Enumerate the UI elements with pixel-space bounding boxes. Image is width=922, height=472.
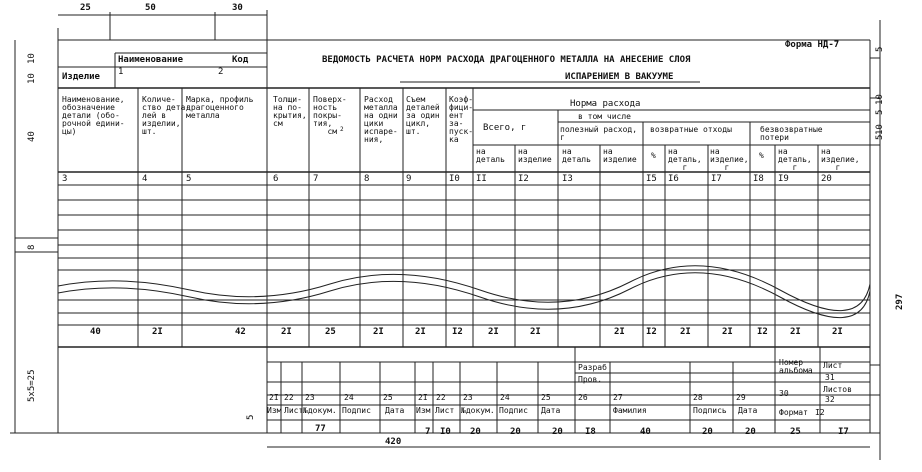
- dim-left-8: 8: [27, 244, 37, 250]
- width-dim: 2I: [415, 327, 426, 337]
- sub-per-item-total: на изделие: [518, 147, 552, 164]
- width-dim: 2I: [488, 327, 499, 337]
- form-label: Форма НД-7: [785, 40, 840, 50]
- col-num: 20: [821, 174, 832, 184]
- col-num: I3: [562, 174, 573, 184]
- stamp-num: 26: [578, 393, 588, 402]
- col-num: I2: [518, 174, 529, 184]
- col-num: I5: [646, 174, 657, 184]
- col-header-qty: Количе- ство дета- лей в изделии, шт.: [142, 95, 191, 136]
- dim-right-5c: 5: [875, 134, 885, 140]
- stamp-col-ndoc: №докум.: [303, 406, 337, 415]
- stamp-sheet: Лист: [823, 361, 843, 370]
- col-header-thickness: Толщи- на по- крытия, см: [273, 95, 307, 128]
- stamp-album: Номер альбома: [779, 358, 813, 375]
- width-dim: 25: [325, 327, 336, 337]
- width-dim: 2I: [281, 327, 292, 337]
- sub-per-item-useful: на изделие: [603, 147, 637, 164]
- total-width-dim: 420: [385, 437, 402, 447]
- stamp-col-sign3: Подпись: [693, 406, 727, 415]
- width-dim: I2: [646, 327, 657, 337]
- stamp-num: 2I: [418, 393, 428, 402]
- col-num: 6: [273, 174, 279, 184]
- col-header-norm: Норма расхода: [570, 99, 641, 109]
- dim-right-10a: 10: [875, 94, 885, 105]
- code-label: Код: [232, 55, 249, 65]
- bottom-dim: 40: [640, 427, 651, 437]
- bottom-dim: I8: [585, 427, 596, 437]
- bottom-dim: 20: [510, 427, 521, 437]
- width-dim: 42: [235, 327, 246, 337]
- bottom-dim: 77: [315, 424, 326, 434]
- stamp-col-izm: Изм: [267, 406, 282, 415]
- bottom-dim: 20: [470, 427, 481, 437]
- stamp-col-date3: Дата: [738, 406, 758, 415]
- stamp-col-ndoc2: №докум.: [461, 406, 495, 415]
- dim-left-10a: 10: [27, 53, 37, 64]
- col-header-including: в том числе: [578, 112, 631, 121]
- field-num-2: 2: [218, 67, 224, 77]
- sub-per-part-total: на деталь: [476, 147, 505, 164]
- width-dim: 2I: [373, 327, 384, 337]
- col-num: I9: [778, 174, 789, 184]
- stamp-col-sign2: Подпис: [499, 406, 528, 415]
- stamp-col-surname: Фамилия: [613, 406, 647, 415]
- stamp-num: 25: [383, 393, 393, 402]
- stamp-sheets: Листов: [823, 385, 852, 394]
- col-header-grade: Марка, профиль драгоценного металла: [186, 95, 254, 120]
- stamp-n30: 30: [779, 389, 789, 398]
- col-num: I8: [753, 174, 764, 184]
- stamp-num: 22: [436, 393, 446, 402]
- stamp-col-date: Дата: [385, 406, 405, 415]
- dim-right-10b: 10: [875, 124, 885, 135]
- width-dim: 2I: [722, 327, 733, 337]
- stamp-format: Формат: [779, 408, 808, 417]
- stamp-num: 22: [284, 393, 294, 402]
- col-num: 7: [313, 174, 319, 184]
- sub-pct-returnable: %: [651, 151, 656, 160]
- width-dim: 2I: [790, 327, 801, 337]
- bottom-dim: 20: [702, 427, 713, 437]
- col-num: II: [476, 174, 487, 184]
- col-num: 5: [186, 174, 192, 184]
- stamp-checker: Пров.: [578, 375, 603, 384]
- dim-left-10b: 10: [27, 73, 37, 84]
- bottom-dim: 20: [552, 427, 563, 437]
- width-dim: 2I: [680, 327, 691, 337]
- col-header-name: Наименование, обозначение детали (обо- рочной едини- цы): [62, 95, 125, 136]
- dim-right-5: 5: [875, 46, 885, 52]
- dim-left-5: 5: [246, 414, 256, 420]
- stamp-developer: Разраб: [578, 363, 607, 372]
- col-num: 4: [142, 174, 148, 184]
- width-dim: 40: [90, 327, 101, 337]
- dim-50: 50: [145, 3, 156, 13]
- col-num: I7: [711, 174, 722, 184]
- bottom-dim: I0: [440, 427, 451, 437]
- stamp-num: 24: [344, 393, 354, 402]
- col-num: 9: [406, 174, 412, 184]
- stamp-col-list2: Лист: [435, 406, 455, 415]
- bottom-dim: I7: [838, 427, 849, 437]
- field-num-1: 1: [118, 67, 124, 77]
- width-dim: 2I: [530, 327, 541, 337]
- sub-per-part-nonreturn: на деталь, г: [778, 147, 812, 172]
- sub-per-item-returnable: на изделие, г: [710, 147, 749, 172]
- width-dim: I2: [452, 327, 463, 337]
- bottom-dim: 7: [425, 427, 431, 437]
- stamp-n12: I2: [815, 408, 825, 417]
- stamp-num: 27: [613, 393, 623, 402]
- col-header-useful: полезный расход, г: [560, 125, 638, 142]
- col-num: 3: [62, 174, 68, 184]
- width-dim: 2I: [614, 327, 625, 337]
- col-num: 8: [364, 174, 370, 184]
- col-header-returnable: возвратные отходы: [650, 125, 732, 134]
- col-num: I6: [668, 174, 679, 184]
- sub-per-part-useful: на деталь: [562, 147, 591, 164]
- col-header-yield: Съем деталей за один цикл, шт.: [406, 95, 440, 136]
- width-dim: I2: [757, 327, 768, 337]
- page-title-line2: ИСПАРЕНИЕМ В ВАКУУМЕ: [565, 72, 674, 82]
- col-header-coefficient: Коэф- фици- ент за- пуск- ка: [449, 95, 474, 144]
- col-header-total: Всего, г: [483, 123, 527, 133]
- col-header-consumption: Расход металла на одни цики испаре- ния,: [364, 95, 398, 144]
- item-label: Изделие: [62, 72, 100, 82]
- width-dim: 2I: [832, 327, 843, 337]
- stamp-num: 29: [736, 393, 746, 402]
- stamp-num: 23: [305, 393, 315, 402]
- col-header-surface-sup: 2: [340, 126, 344, 133]
- col-header-nonreturn: безвозвратные потери: [760, 125, 823, 142]
- sub-per-item-nonreturn: на изделие, г: [821, 147, 860, 172]
- dim-right-5b: 5: [875, 109, 885, 115]
- dim-25: 25: [80, 3, 91, 13]
- name-label: Наименование: [118, 55, 184, 65]
- stamp-num: 25: [541, 393, 551, 402]
- width-dim: 2I: [152, 327, 163, 337]
- stamp-num: 23: [463, 393, 473, 402]
- bottom-dim: 20: [745, 427, 756, 437]
- dim-left-25: 5x5=25: [27, 369, 37, 402]
- dim-left-40: 40: [27, 131, 37, 142]
- stamp-num: 24: [500, 393, 510, 402]
- stamp-col-list: Лист: [284, 406, 304, 415]
- stamp-num: 28: [693, 393, 703, 402]
- stamp-n31: 31: [825, 373, 835, 382]
- stamp-col-izm2: Изм: [416, 406, 431, 415]
- col-num: I0: [449, 174, 460, 184]
- dim-30: 30: [232, 3, 243, 13]
- sub-per-part-returnable: на деталь, г: [668, 147, 702, 172]
- stamp-n32: 32: [825, 395, 835, 404]
- page-title-line1: ВЕДОМОСТЬ РАСЧЕТА НОРМ РАСХОДА ДРАГОЦЕННОГО МЕТАЛЛА НА АНЕСЕНИЕ СЛОЯ: [322, 55, 691, 65]
- stamp-num: 2I: [269, 393, 279, 402]
- stamp-col-date2: Дата: [541, 406, 561, 415]
- stamp-col-sign: Подпис: [342, 406, 371, 415]
- sub-pct-nonreturn: %: [759, 151, 764, 160]
- bottom-dim: 25: [790, 427, 801, 437]
- dim-height-297: 297: [895, 293, 905, 310]
- col-header-surface: Поверх- ность покры- тия, см: [313, 95, 347, 136]
